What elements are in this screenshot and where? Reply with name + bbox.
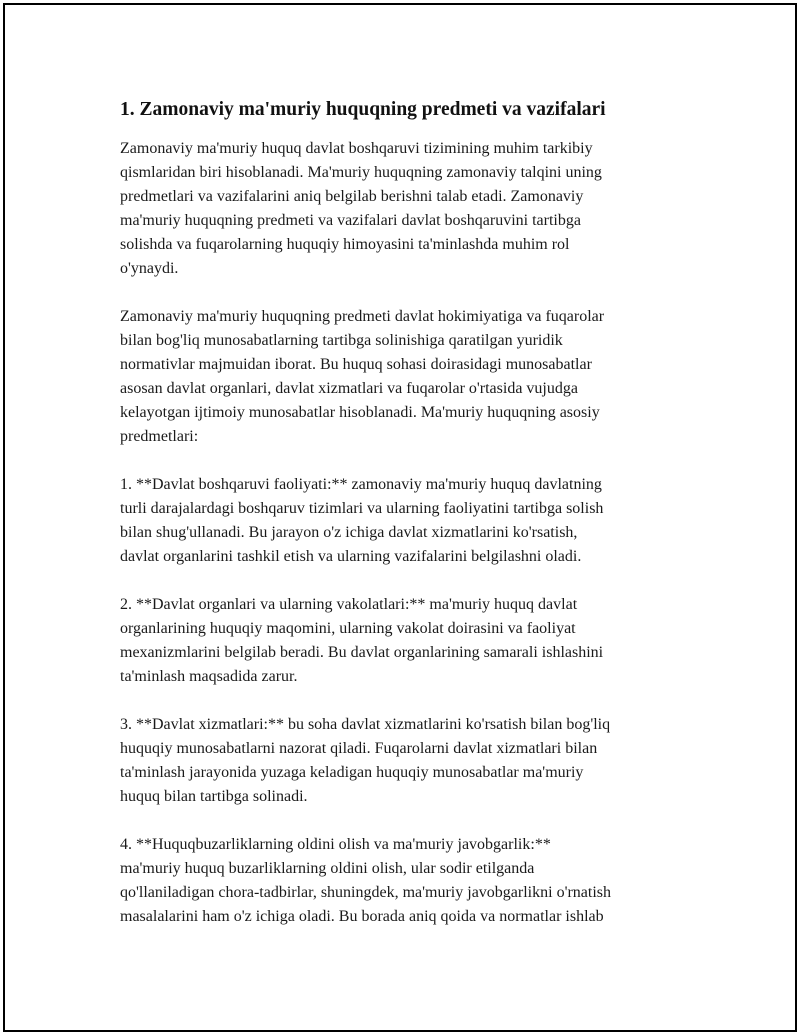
list-item-3: 3. **Davlat xizmatlari:** bu soha davlat xizmatlarini ko'rsatish bilan bog'liq huquqiy munosabatlarni nazorat qiladi. Fuqarolarni davlat xizmatlari bilan ta'minlash jarayonida yuzaga keladigan huquqiy munosabatlar ma'muriy huquq bilan tartibga solinadi. <box>120 716 611 805</box>
document-page <box>3 3 797 1032</box>
document-body <box>120 97 700 953</box>
section-heading: 1. Zamonaviy ma'muriy huquqning predmeti va vazifalari <box>120 99 606 120</box>
paragraph-intro: Zamonaviy ma'muriy huquq davlat boshqaruvi tizimining muhim tarkibiy qismlaridan biri hisoblanadi. Ma'muriy huquqning zamonaviy talqini uning predmetlari va vazifalarini aniq belgilab berishni talab etadi. Zamonaviy ma'muriy huquqning predmeti va vazifalari davlat boshqaruvini tartibga solishda va fuqarolarning huquqiy himoyasini ta'minlashda muhim rol o'ynaydi. <box>120 140 602 277</box>
list-item-4: 4. **Huquqbuzarliklarning oldini olish va ma'muriy javobgarlik:** ma'muriy huquq buzarliklarning oldini olish, ular sodir etilganda qo'llaniladigan chora-tadbirlar, shuningdek, ma'muriy javobgarlikni o'rnatish masalalarini ham o'z ichiga oladi. Bu borada aniq qoida va normatlar ishlab <box>120 836 611 925</box>
paragraph-subject: Zamonaviy ma'muriy huquqning predmeti davlat hokimiyatiga va fuqarolar bilan bog'liq munosabatlarning tartibga solinishiga qaratilgan yuridik normativlar majmuidan iborat. Bu huquq sohasi doirasidagi munosabatlar asosan davlat organlari, davlat xizmatlari va fuqarolar o'rtasida vujudga kelayotgan ijtimoiy munosabatlar hisoblanadi. Ma'muriy huquqning asosiy predmetlari: <box>120 308 605 445</box>
list-item-2: 2. **Davlat organlari va ularning vakolatlari:** ma'muriy huquq davlat organlarining huquqiy maqomini, ularning vakolat doirasini va faoliyat mexanizmlarini belgilab beradi. Bu davlat organlarining samarali ishlashini ta'minlash maqsadida zarur. <box>120 596 604 685</box>
list-item-1: 1. **Davlat boshqaruvi faoliyati:** zamonaviy ma'muriy huquq davlatning turli darajalardagi boshqaruv tizimlari va ularning faoliyatini tartibga solish bilan shug'ullanadi. Bu jarayon o'z ichiga davlat xizmatlarini ko'rsatish, davlat organlarini tashkil etish va ularning vazifalarini belgilashni oladi. <box>120 476 604 565</box>
